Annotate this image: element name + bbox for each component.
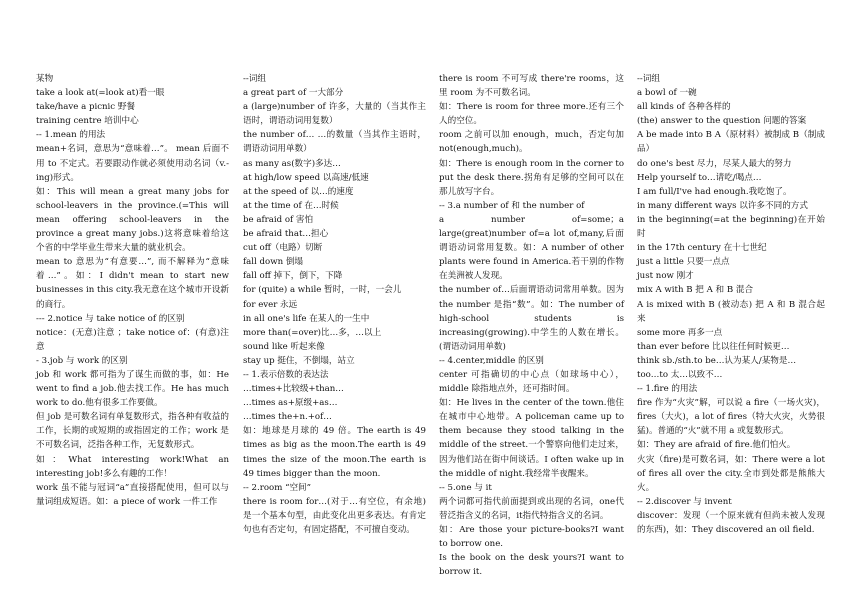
text-line: -- 4.center,middle 的区别: [439, 355, 544, 366]
text-line: 但 job 是可数名词有单复数形式，指各种有收益的工作，长期的或短期的或指固定的工作；work 是不可数名词，泛指各种工作，无复数形式。: [36, 412, 229, 451]
text-line: in all one's life 在某人的一生中: [243, 313, 370, 324]
text-line: for ever 永远: [243, 299, 298, 310]
text-line: -- 2.discover 与 invent: [637, 496, 732, 507]
text-line: 两个词都可指代前面提到或出现的名词，one代替泛指含义的名词，it指代特指含义的名词。: [439, 496, 624, 521]
text-line: as many as(数字)多达…: [243, 158, 341, 169]
text-line: 如：地球是月球的 49 倍。The earth is 49 times as big as the moon.The earth is 49 times the size of the moon.The earth is 49 times bigger than the moon.: [243, 426, 426, 479]
text-line: 如：There is enough room in the corner to put the desk there.拐角有足够的空间可以在那儿放写字台。: [439, 158, 624, 197]
text-line: a bowl of 一碗: [637, 88, 697, 99]
text-line: mean+名词，意思为“意味着…”。 mean 后面不用 to 不定式。若要跟动作就必须使用动名词（v.-ing)形式。: [36, 144, 229, 183]
text-line: training centre 培训中心: [36, 116, 139, 127]
text-column-2: [243, 72, 426, 537]
text-line: -- 5.one 与 it: [439, 482, 492, 493]
text-line: 如：They are afraid of fire.他们怕火。: [637, 440, 796, 451]
text-column-3: [439, 72, 624, 579]
text-line: Help yourself to…请吃/喝点…: [637, 172, 762, 183]
text-line: 如：There is room for three more.还有三个人的空位。: [439, 102, 624, 127]
text-line: in many different ways 以许多不同的方式: [637, 200, 808, 211]
text-line: in the beginning(=at the beginning)在开始时: [637, 214, 825, 240]
text-line: 如：He lives in the center of the town.他住在城市中心地带。A policeman came up to them because they stood talking in the middle of the street.一个警察向他们走过来，因为他们站在街中间谈话。I often wake up in the middle of night.我经常半夜醒来。: [439, 398, 624, 479]
text-line: take/have a picnic 野餐: [36, 102, 136, 113]
text-line: work 虽不能与冠词“a”直接搭配使用，但可以与量词组成短语。如：a piece of work 一件工作: [36, 482, 229, 507]
text-line: 某物: [36, 74, 54, 84]
text-line: for (quite) a while 暂时，一时，一会儿: [243, 285, 402, 296]
text-line: do one's best 尽力，尽某人最大的努力: [637, 158, 792, 169]
text-line: sound like 听起来像: [243, 341, 325, 352]
text-line: in the 17th century 在十七世纪: [637, 243, 767, 254]
text-line: mean to 意思为“有意要…”, 而不解释为“意味着…”。如：I didn't mean to start new businesses in this city.我无意在这个城市开设新的商行。: [36, 257, 229, 310]
text-column-1: [36, 72, 229, 509]
text-line: --词组: [637, 74, 660, 84]
text-line: center 可指确切的中心点（如球场中心），middle 除指地点外，还可指时间。: [439, 369, 624, 395]
text-line: there is room 不可写成 there're rooms，这里 room 为不可数名词。: [439, 74, 624, 99]
text-line: cut off（电路）切断: [243, 243, 323, 254]
text-line: be afraid of 害怕: [243, 214, 314, 225]
text-line: at the speed of 以…的速度: [243, 186, 354, 197]
text-line: all kinds of 各种各样的: [637, 102, 731, 113]
text-line: too…to 太…以致不…: [637, 369, 723, 380]
text-line: 如：What interesting work!What an interesting job!多么有趣的工作！: [36, 454, 229, 479]
text-line: a number of=some；a large(great)number of=a lot of,many,后面谓语动词常用复数。如：A number of other plants were found in America.若干别的作物在美洲被人发现。: [439, 214, 624, 282]
text-line: - 3.job 与 work 的区别: [36, 355, 128, 366]
text-line: A be made into B A（原材料）被制成 B（制成品）: [637, 130, 825, 155]
text-line: discover：发现（一个原来就有但尚未被人发现的东西)，如：They discovered an oil field.: [637, 510, 825, 535]
text-line: fire 作为“火灾”解，可以说 a fire（一场火灾)，fires（大火)，a lot of fires（特大火灾，火势很猛)。普通的“火”就不用 a 或复数形式。: [637, 398, 825, 437]
text-line: I am full/I've had enough.我吃饱了。: [637, 186, 792, 197]
text-line: stay up 挺住，不倒塌，站立: [243, 355, 355, 366]
text-line: a great part of 一大部分: [243, 88, 344, 99]
text-line: -- 1.表示倍数的表达法: [243, 369, 329, 380]
text-line: than ever before 比以往任何时候更…: [637, 341, 790, 352]
text-line: more than(=over)比…多，…以上: [243, 327, 382, 338]
text-line: take a look at(=look at)看一眼: [36, 88, 165, 99]
text-line: …times+比较级+than…: [243, 384, 344, 395]
text-line: mix A with B 把 A 和 B 混合: [637, 285, 754, 296]
text-line: --- 2.notice 与 take notice of 的区别: [36, 313, 185, 324]
text-line: a (large)number of 许多，大量的（当其作主语时，谓语动词用复数）: [243, 102, 426, 127]
text-line: the number of…后面谓语动词常用单数。因为the number 是指“数”。如：The number of high-school students is increasing(growing).中学生的人数在增长。(谓语动词用单数): [439, 285, 624, 352]
text-line: think sb./sth.to be…认为某人/某物是…: [637, 355, 797, 366]
text-line: …times as+原级+as…: [243, 398, 338, 409]
text-line: the number of… …的数量（当其作主语时，谓语动词用单数）: [243, 130, 426, 155]
text-line: job 和 work 都可指为了谋生而做的事，如：He went to find a job.他去找工作。He has much work to do.他有很多工作要做。: [36, 369, 229, 409]
text-line: at the time of 在…时候: [243, 200, 339, 211]
text-line: some more 再多一点: [637, 327, 723, 338]
text-line: there is room for…(对于…有空位，有余地)是一个基本句型，由此变化出更多表达。有肯定句也有否定句，有固定搭配，不可擅自变动。: [243, 496, 426, 535]
text-column-4: [637, 72, 825, 537]
text-line: fall down 倒塌: [243, 257, 304, 268]
text-line: (the) answer to the question 问题的答案: [637, 116, 807, 127]
text-line: just a little 只要一点点: [637, 257, 730, 268]
text-line: -- 3.a number of 和 the number of: [439, 200, 585, 211]
text-line: just now 刚才: [637, 271, 694, 282]
text-line: -- 1.mean 的用法: [36, 130, 106, 141]
text-line: fall off 掉下，倒下，下降: [243, 271, 343, 282]
text-line: -- 1.fire 的用法: [637, 384, 698, 395]
text-line: --词组: [243, 74, 266, 84]
text-line: -- 2.room “空间”: [243, 482, 312, 493]
text-line: at high/low speed 以高速/低速: [243, 172, 369, 183]
text-line: room 之前可以加 enough，much，否定句加 not(enough,much)。: [439, 130, 624, 155]
text-line: Is the book on the desk yours?I want to borrow it.: [439, 553, 624, 578]
text-line: 如：This will mean a great many jobs for school-leavers in the province.(=This will mean offering school-leavers in the province a great many jobs.)这将意味着给这个省的中学毕业生带来大量的就业机会。: [36, 186, 229, 254]
text-line: be afraid that…担心: [243, 229, 329, 240]
text-line: 火灾（fire)是可数名词，如：There were a lot of fires all over the city.全市到处都是熊熊大火。: [637, 454, 825, 493]
text-line: notice：(无意)注意 ；take notice of：(有意)注意: [36, 327, 229, 352]
text-line: A is mixed with B (被动态) 把 A 和 B 混合起来: [637, 299, 825, 324]
text-line: …times the+n.+of…: [243, 412, 332, 423]
text-line: 如：Are those your picture-books?I want to borrow one.: [439, 525, 624, 550]
